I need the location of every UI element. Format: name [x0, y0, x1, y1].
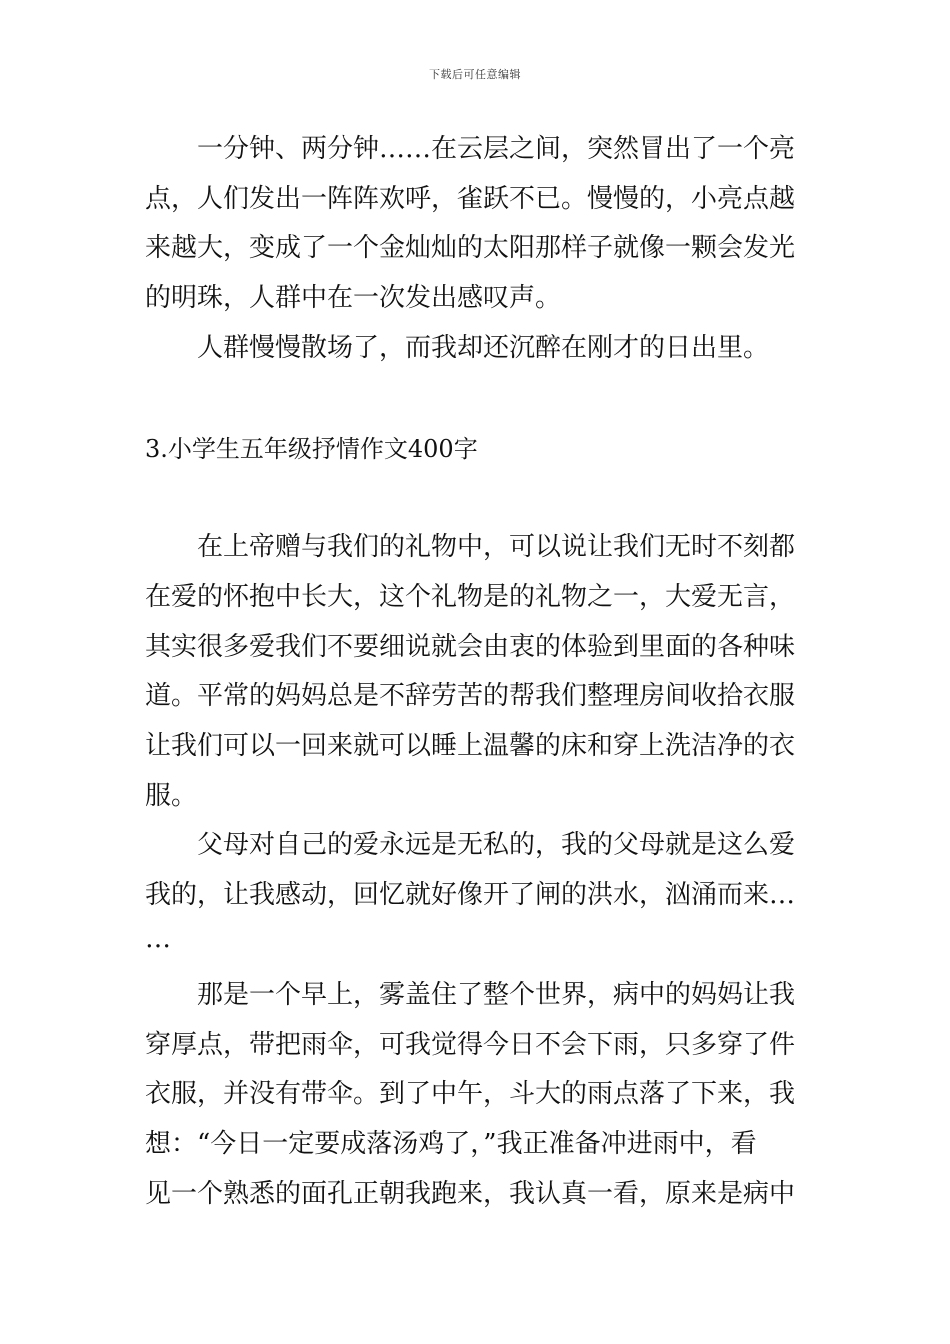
paragraph-line: 服。 — [145, 781, 198, 811]
paragraph-line: 的明珠，人群中在一次发出感叹声。 — [145, 283, 562, 313]
paragraph-line: 想：“今日一定要成落汤鸡了，”我正准备冲进雨中，看 — [145, 1129, 757, 1159]
paragraph-line: 一分钟、两分钟……在云层之间，突然冒出了一个亮 — [197, 134, 796, 164]
paragraph-line: 在上帝赠与我们的礼物中，可以说让我们无时不刻都 — [197, 532, 796, 562]
paragraph-line: 衣服，并没有带伞。到了中午，斗大的雨点落了下来，我 — [145, 1079, 796, 1109]
paragraph-line: 我的，让我感动，回忆就好像开了闸的洪水，汹涌而来… — [145, 880, 796, 910]
paragraph-line: 让我们可以一回来就可以睡上温馨的床和穿上洗洁净的衣 — [145, 731, 796, 761]
paragraph-line: 父母对自己的爱永远是无私的，我的父母就是这么爱 — [197, 830, 796, 860]
paragraph-line: 穿厚点，带把雨伞，可我觉得今日不会下雨，只多穿了件 — [145, 1030, 796, 1060]
paragraph-line: 那是一个早上，雾盖住了整个世界，病中的妈妈让我 — [197, 980, 796, 1010]
paragraph-line: 见一个熟悉的面孔正朝我跑来，我认真一看，原来是病中 — [145, 1179, 796, 1209]
section-heading: 3.小学生五年级抒情作文400字 — [145, 435, 478, 463]
page-header-note: 下载后可任意编辑 — [429, 68, 521, 81]
paragraph-line: … — [145, 924, 171, 954]
paragraph-line: 来越大，变成了一个金灿灿的太阳那样子就像一颗会发光 — [145, 233, 796, 263]
paragraph-line: 在爱的怀抱中长大，这个礼物是的礼物之一，大爱无言， — [145, 582, 796, 612]
paragraph-line: 点，人们发出一阵阵欢呼，雀跃不已。慢慢的，小亮点越 — [145, 184, 796, 214]
paragraph-line: 其实很多爱我们不要细说就会由衷的体验到里面的各种味 — [145, 632, 796, 662]
paragraph-line: 人群慢慢散场了，而我却还沉醉在刚才的日出里。 — [197, 333, 770, 363]
paragraph-line: 道。平常的妈妈总是不辞劳苦的帮我们整理房间收拾衣服 — [145, 681, 796, 711]
